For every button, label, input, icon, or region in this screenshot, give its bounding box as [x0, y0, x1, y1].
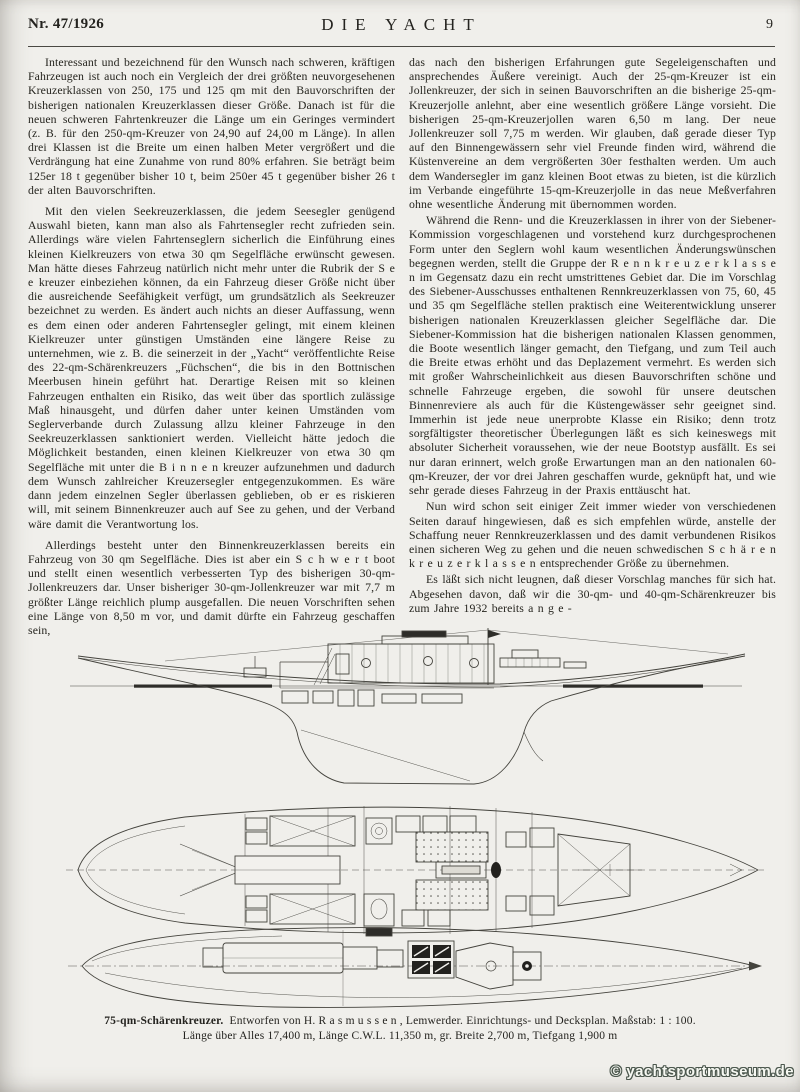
figure-caption: [30, 1014, 770, 1044]
caption-boat-name: 75-qm-Schärenkreuzer.: [104, 1015, 224, 1027]
paragraph: Allerdings besteht unter den Binnenkreuzerklassen bereits ein Fahrzeug von 30 qm Segelfläche. Dies ist aber ein S c h w e r t boot und stellt einen wesentlich verbesserten Typ des bisherigen 30-qm-Jollenkreuzers dar. Unser bisheriger 30-qm-Jollenkreuzer war mit 7,7 m größter Länge reichlich plump ausgefallen. Die neuen Vorschriften sehen eine Länge von 8,50 m vor, und damit dürfte ein Fahrzeug geschaffen sein,: [28, 537, 395, 637]
magazine-title: DIE YACHT: [321, 15, 482, 34]
skylight-hatches: [412, 945, 451, 974]
page-number: 9: [766, 17, 773, 32]
paragraph: das nach den bisherigen Erfahrungen gute Segeleigenschaften und ansprechendes Äußere vereinigt. Auch der 25-qm-Kreuzer ist ein Jollenkreuzer, der sich in seinen Bauvorschriften an die bisherige 25-qm-Kreuzerjolle anlehnt, aber eine wesentlich größere Länge vorsieht. Die bisherigen 25-qm-Kreuzerjollen waren 6,50 m lang. Der neue Jollenkreuzer soll 7,75 m werden. Wir glauben, daß gerade dieser Typ auf den Binnengewässern sehr viel Freunde finden wird, während die Küstenvereine an dem vergrößerten 30er festhalten werden. Um auch dem Wandersegler im ganz kleinen Boot etwas zu bieten, ist die kürzlich im Verbande eingeführte 15-qm-Kreuzerjolle in das neue Meßverfahren ohne wesentliche Änderung mit übernommen worden.: [409, 55, 776, 212]
article-body: [28, 55, 776, 644]
side-elevation-view: [70, 628, 745, 784]
page-header: [28, 13, 775, 39]
header-rule: [28, 46, 775, 47]
left-column: [28, 55, 395, 644]
right-column: [409, 55, 776, 644]
paragraph: Interessant und bezeichnend für den Wunsch nach schweren, kräftigen Fahrzeugen ist auch noch ein Vergleich der drei größten neuvorgesehenen Kreuzerklassen von 250, 175 und 125 qm mit den Bauvorschriften der bisherigen nationalen Kreuzerklassen dieser Größe. Danach ist für die neuen schweren Fahrtenkreuzer die Länge um ein Geringes vermindert (z. B. für den 250-qm-Kreuzer von 24,90 auf 24,00 m Länge). In allen drei Klassen ist die Breite um einen halben Meter vergrößert und die Verdrängung hat eine Zunahme von rund 80% erfahren. Sie beträgt beim 125er 18 t gegenüber bisher 10 t, beim 250er 45 t gegenüber bisher 26 t der alten Bauvorschriften.: [28, 55, 395, 197]
paragraph: Es läßt sich nicht leugnen, daß dieser Vorschlag manches für sich hat. Abgesehen davon, daß wir die 30-qm- und 40-qm-Schärenkreuzer bis zum Jahre 1932 bereits a n g e -: [409, 572, 776, 615]
mast-section: [491, 862, 501, 878]
issue-number: Nr. 47/1926: [28, 16, 105, 32]
interior-plan-view: [66, 806, 764, 936]
watermark: © yachtsportmuseum.de: [610, 1063, 794, 1080]
paragraph: Mit den vielen Seekreuzerklassen, die jedem Seesegler genügend Auswahl bieten, kann man also als Fahrtensegler recht zufrieden sein. Allerdings wäre vielen Fahrtenseglern sicherlich die Einführung eines kleinen Kielkreuzers von etwa 30 qm Segelfläche erwünscht gewesen. Man hätte dieses Fahrzeug natürlich nicht mehr unter die Rubrik der S e e kreuzer einbeziehen können, da ein Fahrzeug dieser Größe nicht über die ausreichende Seefähigkeit verfügt, um grundsätzlich als Seekreuzer bezeichnet zu werden. Es ändert auch nichts an dieser Auffassung, wenn es dem einen oder anderen Fahrtensegler gelingt, mit einem kleinen Kielkreuzer unter günstigen Umständen eine längere Reise zu unternehmen, wie z. B. die seinerzeit in der „Yacht“ veröffentlichte Reise des 22-qm-Schärenkreuzers „Füchschen“, die bis in den Bottnischen Meerbusen hinein geführt hat. Derartige Reisen mit so kleinen Fahrzeugen enthalten ein Risiko, das weit über das sportlich zulässige Maß hinausgeht, und dürfen daher unter keinen Umständen vom Seglerverbande durch Zulassung allzu kleiner Fahrzeuge in den Seekreuzerklassen sanktioniert werden. Vielleicht hätte jedoch die Möglichkeit bestanden, einen kleinen Kielkreuzer von etwa 30 qm Segelfläche mit unter die B i n n e n kreuzer aufzunehmen und dadurch dem Wunsch zahlreicher Kreuzersegler entgegenzukommen. Es wäre dann jedem einzelnen Segler überlassen geblieben, ob er es riskieren will, mit seinem Binnenkreuzer auch auf See zu gehen, und der Verband wäre damit die Verantwortung los.: [28, 204, 395, 531]
deck-plan-view: [68, 928, 762, 1008]
caption-line-2: Länge über Alles 17,400 m, Länge C.W.L. 11,350 m, gr. Breite 2,700 m, Tiefgang 1,900 m: [182, 1030, 618, 1042]
caption-line-1: [30, 1014, 770, 1029]
paragraph: Während die Renn- und die Kreuzerklassen in ihrer von der Siebener-Kommission vorgeschlagenen und vorstehend kurz durchgesprochenen Form unter den Seglern wohl kaum wesentlichen Änderungswünschen begegnen werden, stellt die Gruppe der R e n n k r e u z e r k l a s s e n im Gegensatz dazu ein recht umstrittenes Gebiet dar. Die im Vorschlag des Siebener-Ausschusses enthaltenen Rennkreuzerklassen von 75, 60, 45 und 35 qm Segelfläche stellen praktisch eine Weiterentwicklung unserer bisherigen nationalen Kreuzerklassen gleicher Segelfläche dar. Die Siebener-Kommission hat die bisherigen nationalen Klassen genommen, die Boote wesentlich länger gemacht, den Tiefgang, und zum Teil auch die Breite etwas erhöht und das Deplazement vermehrt. Es werden sich mit großer Wahrscheinlichkeit aus diesen Bauvorschriften schöne und schnelle Fahrzeuge ergeben, die sowohl für unsere deutschen Binnenreviere als auch für die Küstengewässer sehr geeignet sind. Immerhin ist jede neue unerprobte Klasse ein Risiko; denn trotz sorgfältigster theoretischer Überlegungen läßt es sich keineswegs mit absoluter Sicherheit voraussehen, wie der neue Bootstyp ausfällt. Es sei nur daran erinnert, welch große Erwartungen man an den nationalen 60-qm-Kreuzer, der vor drei Jahren geschaffen wurde, geknüpft hat, und wie sehr gerade dieses Fahrzeug in der Praxis enttäuscht hat.: [409, 213, 776, 498]
paragraph: Nun wird schon seit einiger Zeit immer wieder von verschiedenen Seiten darauf hingewiesen, daß es sich empfehlen würde, anstelle der Schaffung neuer Rennkreuzerklassen und des damit verbundenen Risikos einen sicheren Weg zu gehen und die neuen schwedischen S c h ä r e n k r e u z e r k l a s s e n entsprechender Größe zu übernehmen.: [409, 499, 776, 571]
caption-details: Entworfen von H. R a s m u s s e n , Lemwerder. Einrichtungs- und Decksplan. Maßstab: 1 : 100.: [229, 1015, 696, 1027]
boat-drawing: [30, 628, 770, 1016]
